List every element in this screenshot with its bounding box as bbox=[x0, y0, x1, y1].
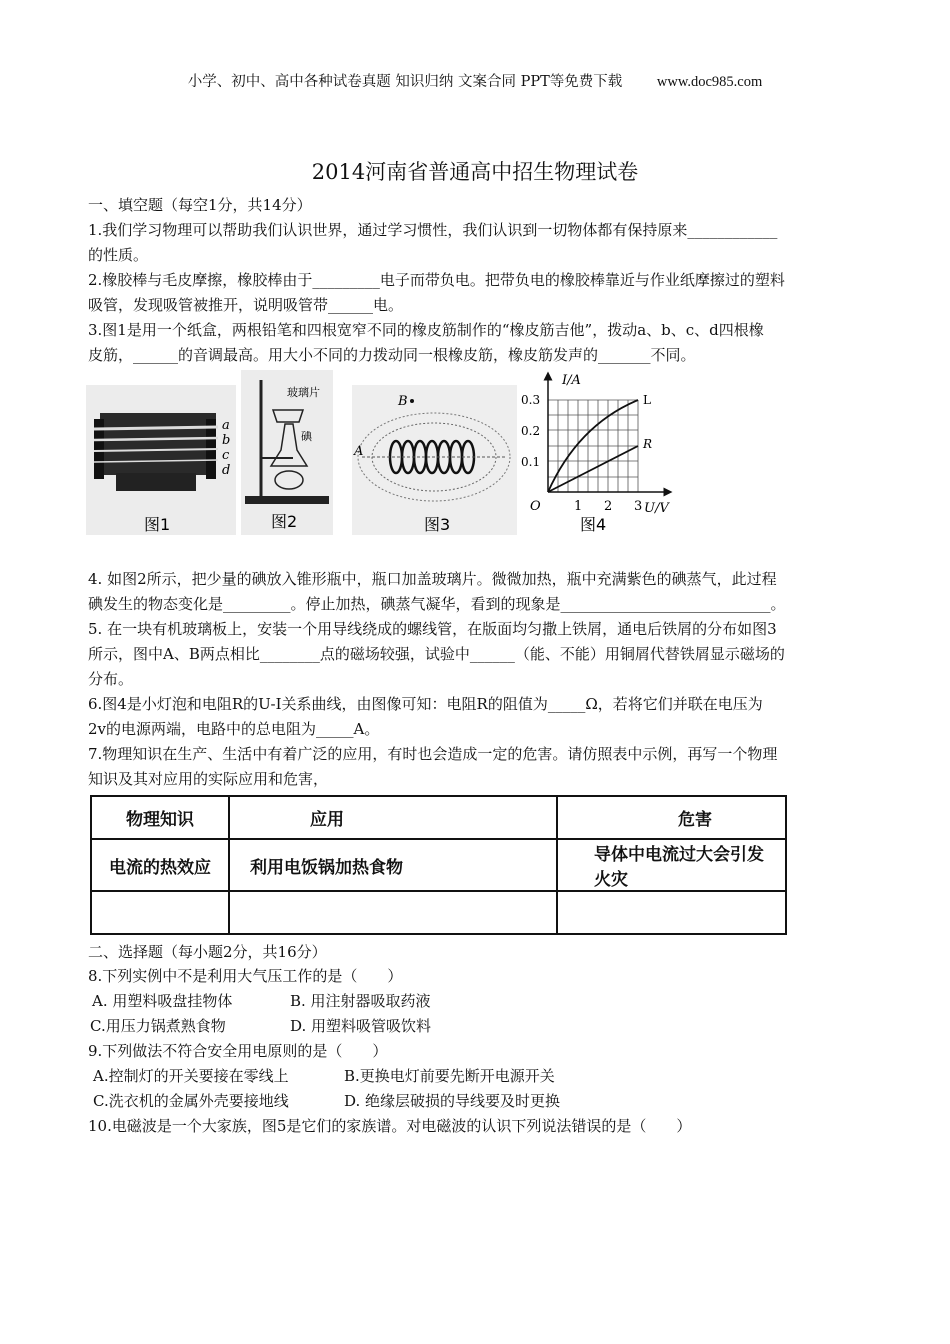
figure-3 bbox=[352, 385, 517, 535]
question-7-line-2: 知识及其对应用的实际应用和危害， bbox=[88, 770, 329, 788]
question-6-line-2: 2v的电源两端，电路中的总电阻为_____A。 bbox=[88, 720, 380, 738]
fig4-xtick-1: 1 bbox=[574, 499, 583, 514]
figure-3-label: 图3 bbox=[424, 515, 451, 534]
question-7-table bbox=[90, 795, 787, 935]
figure-2 bbox=[241, 370, 333, 535]
header-text: 小学、初中、高中各种试卷真题 知识归纳 文案合同 PPT等免费下载 bbox=[187, 74, 623, 90]
fig4-ytick-03: 0.3 bbox=[521, 393, 541, 407]
page-title: 2014河南省普通高中招生物理试卷 bbox=[311, 160, 639, 184]
fig1-string-c: c bbox=[222, 448, 230, 463]
table-cell-blank-hazard[interactable] bbox=[557, 891, 786, 934]
fig3-point-a: A bbox=[354, 444, 364, 459]
fig4-xtick-2: 2 bbox=[604, 499, 613, 514]
section-2-heading: 二、选择题（每小题2分，共16分） bbox=[88, 943, 327, 961]
question-4-line-2: 碘发生的物态变化是_________。停止加热，碘蒸气凝华，看到的现象是____________________________。 bbox=[88, 595, 786, 613]
fig4-ytick-01: 0.1 bbox=[521, 455, 541, 469]
table-header-knowledge: 物理知识 bbox=[91, 796, 229, 839]
figure-1-drawing bbox=[86, 385, 236, 535]
figure-4-label: 图4 bbox=[580, 515, 607, 534]
fig1-string-b: b bbox=[222, 433, 231, 448]
table-cell-knowledge: 电流的热效应 bbox=[91, 839, 229, 891]
question-9-option-b: B.更换电灯前要先断开电源开关 bbox=[344, 1067, 555, 1085]
question-2-line-2: 吸管，发现吸管被推开，说明吸管带______电。 bbox=[88, 296, 404, 314]
fig4-curve-r: R bbox=[643, 437, 653, 451]
question-2-line-1: 2.橡胶棒与毛皮摩擦，橡胶棒由于_________电子而带负电。把带负电的橡胶棒靠近与作业纸摩擦过的塑料 bbox=[88, 271, 785, 289]
question-7-line-1: 7.物理知识在生产、生活中有着广泛的应用，有时也会造成一定的危害。请仿照表中示例，再写一个物理 bbox=[88, 745, 778, 763]
table-row bbox=[91, 839, 786, 891]
figure-1 bbox=[86, 385, 236, 535]
figure-1-label: 图1 bbox=[144, 515, 171, 534]
fig2-glass-label: 玻璃片 bbox=[287, 386, 320, 399]
page-header bbox=[0, 70, 950, 91]
table-cell-blank-knowledge[interactable] bbox=[91, 891, 229, 934]
fig4-curve-l: L bbox=[643, 393, 651, 407]
question-5-line-2: 所示，图中A、B两点相比________点的磁场较强，试验中______（能、不能）用铜屑代替铁屑显示磁场的 bbox=[88, 645, 785, 663]
header-site[interactable]: www.doc985.com bbox=[656, 74, 763, 90]
question-1-line-2: 的性质。 bbox=[88, 246, 149, 264]
question-8-option-c: C.用压力锅煮熟食物 bbox=[90, 1017, 226, 1035]
question-3-line-2: 皮筋，______的音调最高。用大小不同的力拨动同一根橡皮筋，橡皮筋发声的_______不同。 bbox=[88, 346, 696, 364]
question-8-option-d: D. 用塑料吸管吸饮料 bbox=[290, 1017, 432, 1035]
figure-3-drawing bbox=[352, 385, 517, 535]
table-cell-blank-application[interactable] bbox=[229, 891, 557, 934]
fig1-string-d: d bbox=[222, 463, 231, 478]
table-header-row bbox=[91, 796, 786, 839]
figure-2-drawing bbox=[241, 370, 333, 535]
question-4-line-1: 4. 如图2所示，把少量的碘放入锥形瓶中，瓶口加盖玻璃片。微微加热，瓶中充满紫色的碘蒸气，此过程 bbox=[88, 570, 777, 588]
fig1-string-a: a bbox=[222, 418, 230, 433]
table-cell-application: 利用电饭锅加热食物 bbox=[229, 839, 557, 891]
table-cell-hazard: 导体中电流过大会引发火灾 bbox=[557, 839, 786, 891]
fig3-point-b: B bbox=[398, 394, 408, 409]
question-8-stem: 8.下列实例中不是利用大气压工作的是（ ） bbox=[88, 967, 403, 985]
fig4-xtick-3: 3 bbox=[634, 499, 643, 514]
question-10-stem: 10.电磁波是一个大家族，图5是它们的家族谱。对电磁波的认识下列说法错误的是（ ） bbox=[88, 1117, 692, 1135]
question-8-option-a: A. 用塑料吸盘挂物体 bbox=[92, 992, 233, 1010]
table-header-hazard: 危害 bbox=[557, 796, 786, 839]
question-6-line-1: 6.图4是小灯泡和电阻R的U-I关系曲线，由图像可知：电阻R的阻值为_____Ω，若将它们并联在电压为 bbox=[88, 695, 763, 713]
figure-4 bbox=[518, 370, 683, 535]
table-row-blank bbox=[91, 891, 786, 934]
question-9-option-d: D. 绝缘层破损的导线要及时更换 bbox=[344, 1092, 561, 1110]
section-1-heading: 一、填空题（每空1分，共14分） bbox=[88, 196, 312, 214]
fig4-y-label: I/A bbox=[562, 373, 581, 388]
question-9-stem: 9.下列做法不符合安全用电原则的是（ ） bbox=[88, 1042, 388, 1060]
fig2-iodine-label: 碘 bbox=[301, 430, 312, 443]
figure-2-label: 图2 bbox=[271, 512, 298, 531]
table-header-application: 应用 bbox=[229, 796, 557, 839]
question-3-line-1: 3.图1是用一个纸盒，两根铅笔和四根宽窄不同的橡皮筋制作的“橡皮筋吉他”，拨动a、b、c、d四根橡 bbox=[88, 321, 764, 339]
fig4-x-label: U/V bbox=[644, 501, 669, 516]
question-5-line-3: 分布。 bbox=[88, 670, 134, 688]
question-9-option-c: C.洗衣机的金属外壳要接地线 bbox=[93, 1092, 289, 1110]
fig4-origin: O bbox=[530, 499, 541, 514]
question-1-line-1: 1.我们学习物理可以帮助我们认识世界，通过学习惯性，我们认识到一切物体都有保持原来____________ bbox=[88, 221, 778, 239]
question-8-option-b: B. 用注射器吸取药液 bbox=[290, 992, 431, 1010]
question-5-line-1: 5. 在一块有机玻璃板上，安装一个用导线绕成的螺线管，在版面均匀撒上铁屑，通电后铁屑的分布如图3 bbox=[88, 620, 777, 638]
question-9-option-a: A.控制灯的开关要接在零线上 bbox=[93, 1067, 289, 1085]
fig4-ytick-02: 0.2 bbox=[521, 424, 541, 438]
figure-4-drawing bbox=[518, 370, 683, 535]
